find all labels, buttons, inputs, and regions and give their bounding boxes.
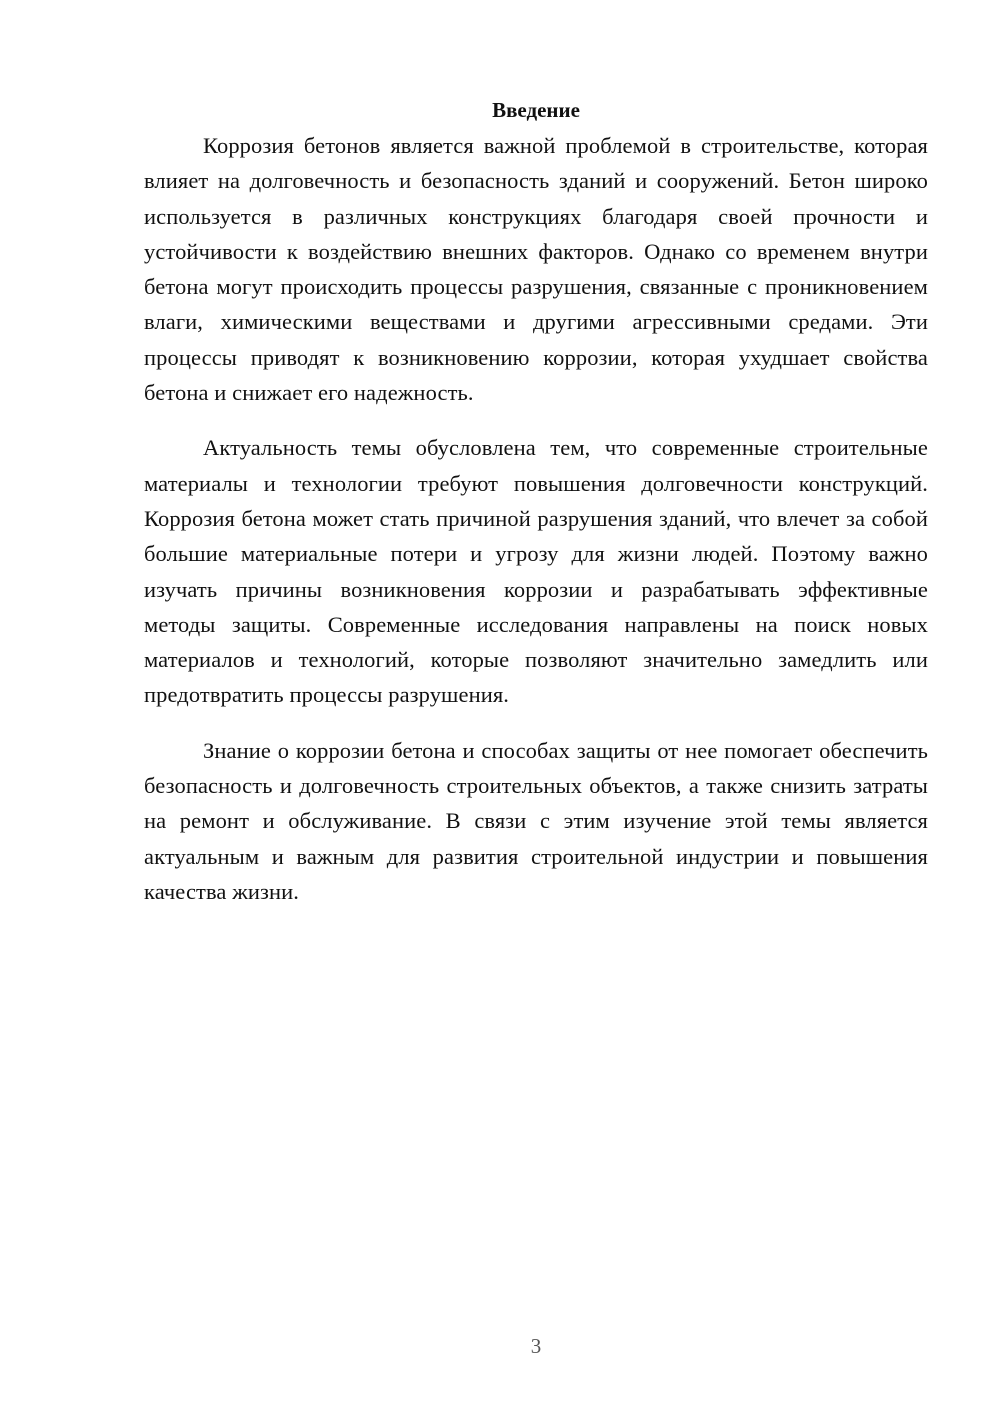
paragraph-relevance: Актуальность темы обусловлена тем, что современные строительные материалы и технологии требуют повышения долговечности конструкций. Коррозия бетона может стать причиной разрушения зданий, что влечет за собой большие материальные потери и угрозу для жизни людей. Поэтому важно изучать причины возникновения коррозии и разрабатывать эффективные методы защиты. Современные исследования направлены на поиск новых материалов и технологий, которые позволяют значительно замедлить или предотвратить процессы разрушения. [144, 435, 928, 708]
paragraph-conclusion: Знание о коррозии бетона и способах защиты от нее помогает обеспечить безопасность и долговечность строительных объектов, а также снизить затраты на ремонт и обслуживание. В связи с этим изучение этой темы является актуальным и важным для развития строительной индустрии и повышения качества жизни. [144, 737, 928, 904]
paragraph-introduction: Коррозия бетонов является важной проблемой в строительстве, которая влияет на долговечность и безопасность зданий и сооружений. Бетон широко используется в различных конструкциях благодаря своей прочности и устойчивости к воздействию внешних факторов. Однако со временем внутри бетона могут происходить процессы разрушения, связанные с проникновением влаги, химическими веществами и другими агрессивными средами. Эти процессы приводят к возникновению коррозии, которая ухудшает свойства бетона и снижает его надежность. [144, 133, 928, 406]
page-content [144, 94, 928, 929]
section-heading: Введение [492, 98, 580, 122]
page-number: 3 [530, 1334, 542, 1358]
